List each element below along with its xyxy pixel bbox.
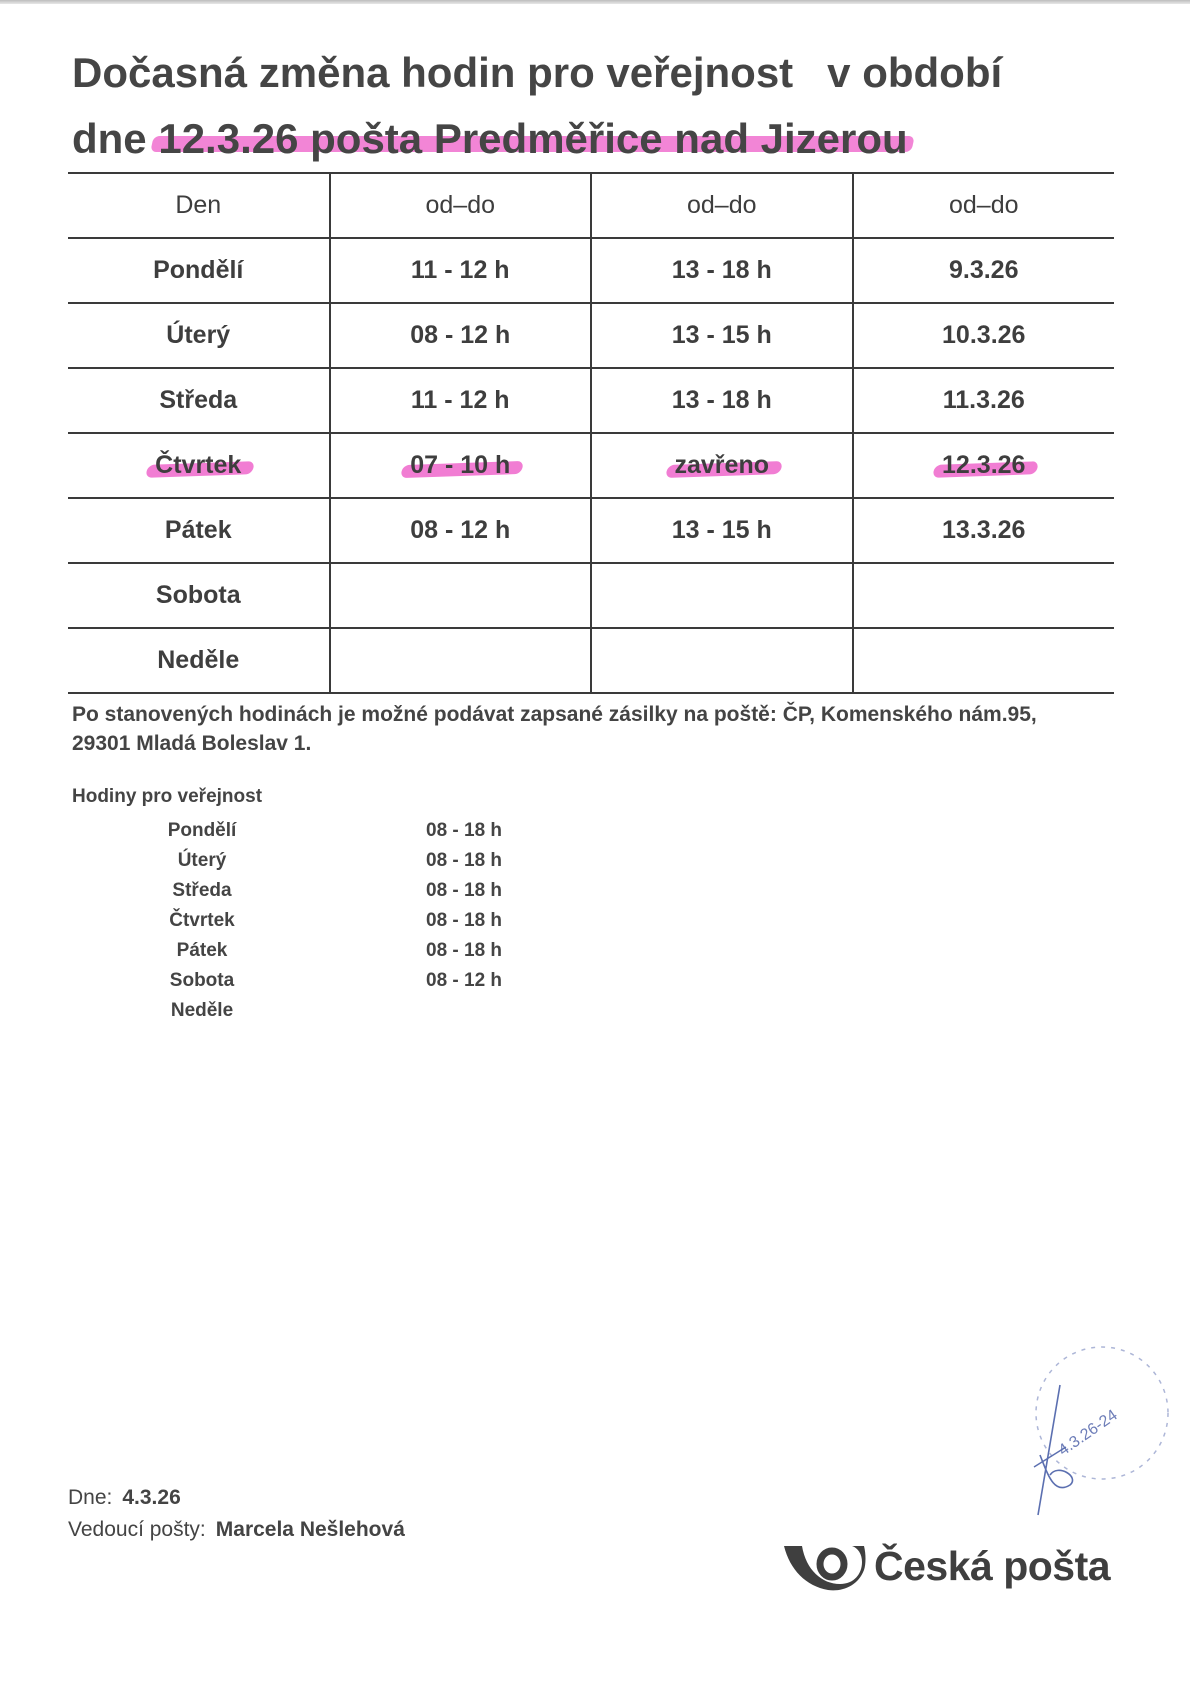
title-highlighted-text: 12.3.26 pošta Predměřice nad Jizerou bbox=[158, 115, 908, 162]
footer-date bbox=[68, 1486, 181, 1510]
cell-range-1 bbox=[330, 433, 592, 498]
list-item bbox=[150, 816, 580, 846]
hours-day: Čtvrtek bbox=[169, 910, 235, 931]
table-row bbox=[68, 368, 1114, 433]
cell-range-3-text: 13.3.26 bbox=[942, 516, 1026, 544]
cell-range-2 bbox=[591, 433, 853, 498]
cell-range-1 bbox=[330, 498, 592, 563]
title-line-2 bbox=[72, 106, 1132, 172]
ceska-posta-logo bbox=[782, 1540, 1110, 1592]
cell-range-1 bbox=[330, 563, 592, 628]
cell-range-2 bbox=[591, 498, 853, 563]
cell-range-2 bbox=[591, 368, 853, 433]
cell-range-3 bbox=[853, 433, 1115, 498]
cell-range-1-text: 11 - 12 h bbox=[410, 386, 510, 414]
table-row bbox=[68, 238, 1114, 303]
stamp-date: 4.3.26-24 bbox=[1055, 1406, 1121, 1460]
manager-label: Vedoucí pošty: bbox=[68, 1518, 206, 1541]
cell-day-text: Pátek bbox=[164, 516, 232, 544]
schedule-body bbox=[68, 238, 1114, 693]
date-label: Dne: bbox=[68, 1486, 113, 1509]
page-top-edge bbox=[0, 0, 1190, 4]
cell-day bbox=[68, 563, 330, 628]
cell-day bbox=[68, 238, 330, 303]
cell-range-2-text: 13 - 18 h bbox=[671, 386, 772, 414]
cell-range-2-text: zavřeno bbox=[674, 451, 769, 479]
title-text-1: Dočasná změna hodin pro veřejnost bbox=[72, 49, 794, 96]
posthorn-icon bbox=[782, 1540, 866, 1592]
cell-range-1-text: 08 - 12 h bbox=[410, 516, 511, 544]
cell-day-text: Středa bbox=[159, 386, 238, 414]
manager-name: Marcela Nešlehová bbox=[215, 1518, 405, 1541]
hours-time: 08 - 12 h bbox=[426, 970, 503, 991]
hours-day: Úterý bbox=[177, 850, 227, 871]
cell-day-text: Pondělí bbox=[153, 256, 244, 284]
cell-range-2 bbox=[591, 303, 853, 368]
public-hours-title: Hodiny pro veřejnost bbox=[72, 786, 263, 807]
post-office-stamp bbox=[1010, 1335, 1180, 1525]
cell-range-3-text: 11.3.26 bbox=[942, 386, 1025, 414]
hours-time: 08 - 18 h bbox=[426, 940, 503, 961]
hours-day: Středa bbox=[172, 880, 232, 901]
title-line-1 bbox=[72, 40, 1132, 106]
cell-range-3 bbox=[853, 498, 1115, 563]
cell-range-3 bbox=[853, 303, 1115, 368]
hours-time: 08 - 18 h bbox=[426, 850, 503, 871]
hours-day: Pátek bbox=[176, 940, 228, 961]
title-text-2: v období bbox=[827, 49, 1003, 96]
list-item bbox=[150, 966, 580, 996]
cell-day bbox=[68, 303, 330, 368]
date-value: 4.3.26 bbox=[122, 1486, 181, 1509]
cell-range-1-text: 08 - 12 h bbox=[410, 321, 511, 349]
hours-day: Pondělí bbox=[167, 820, 237, 841]
table-row bbox=[68, 303, 1114, 368]
list-item bbox=[150, 936, 580, 966]
cell-day bbox=[68, 433, 330, 498]
hours-time: 08 - 18 h bbox=[426, 820, 503, 841]
cell-day-text: Úterý bbox=[166, 321, 231, 349]
header-day: Den bbox=[68, 173, 330, 238]
table-row bbox=[68, 563, 1114, 628]
public-hours-list bbox=[150, 816, 580, 1026]
cell-range-3 bbox=[853, 563, 1115, 628]
cell-range-3 bbox=[853, 628, 1115, 693]
title-prefix: dne bbox=[72, 115, 147, 162]
cell-range-2-text: 13 - 18 h bbox=[671, 256, 772, 284]
hours-time: 08 - 18 h bbox=[426, 880, 503, 901]
cell-day-text: Čtvrtek bbox=[155, 451, 242, 479]
cell-range-1 bbox=[330, 628, 592, 693]
cell-range-2 bbox=[591, 238, 853, 303]
cell-range-2 bbox=[591, 563, 853, 628]
schedule-table bbox=[68, 172, 1114, 694]
after-hours-note: Po stanovených hodinách je možné podávat zapsané zásilky na poště: ČP, Komenského nám.95, 29301 Mladá Boleslav 1. bbox=[72, 703, 1037, 755]
cell-day bbox=[68, 368, 330, 433]
hours-day: Neděle bbox=[170, 1000, 234, 1021]
list-item bbox=[150, 846, 580, 876]
cell-range-2 bbox=[591, 628, 853, 693]
table-row bbox=[68, 498, 1114, 563]
list-item bbox=[150, 876, 580, 906]
cell-range-1-text: 07 - 10 h bbox=[410, 451, 511, 479]
cell-range-3 bbox=[853, 368, 1115, 433]
cell-range-3-text: 10.3.26 bbox=[942, 321, 1026, 349]
table-row bbox=[68, 628, 1114, 693]
header-range-1: od–do bbox=[330, 173, 592, 238]
schedule-header-row bbox=[68, 173, 1114, 238]
hours-time: 08 - 18 h bbox=[426, 910, 503, 931]
footer-manager bbox=[68, 1518, 405, 1542]
cell-day-text: Neděle bbox=[157, 646, 240, 674]
cell-range-3-text: 12.3.26 bbox=[942, 451, 1026, 479]
cell-range-3-text: 9.3.26 bbox=[948, 256, 1019, 284]
cell-range-1 bbox=[330, 238, 592, 303]
cell-range-1 bbox=[330, 368, 592, 433]
cell-day-text: Sobota bbox=[155, 581, 241, 609]
table-row bbox=[68, 433, 1114, 498]
cell-range-1-text: 11 - 12 h bbox=[410, 256, 510, 284]
cell-day bbox=[68, 628, 330, 693]
cell-day bbox=[68, 498, 330, 563]
header-range-2: od–do bbox=[591, 173, 853, 238]
cell-range-2-text: 13 - 15 h bbox=[671, 321, 772, 349]
logo-text: Česká pošta bbox=[874, 1542, 1111, 1589]
list-item bbox=[150, 906, 580, 936]
cell-range-2-text: 13 - 15 h bbox=[671, 516, 772, 544]
cell-range-1 bbox=[330, 303, 592, 368]
cell-range-3 bbox=[853, 238, 1115, 303]
hours-day: Sobota bbox=[169, 970, 235, 991]
page-title bbox=[72, 40, 1132, 172]
list-item bbox=[150, 996, 580, 1026]
header-range-3: od–do bbox=[853, 173, 1115, 238]
